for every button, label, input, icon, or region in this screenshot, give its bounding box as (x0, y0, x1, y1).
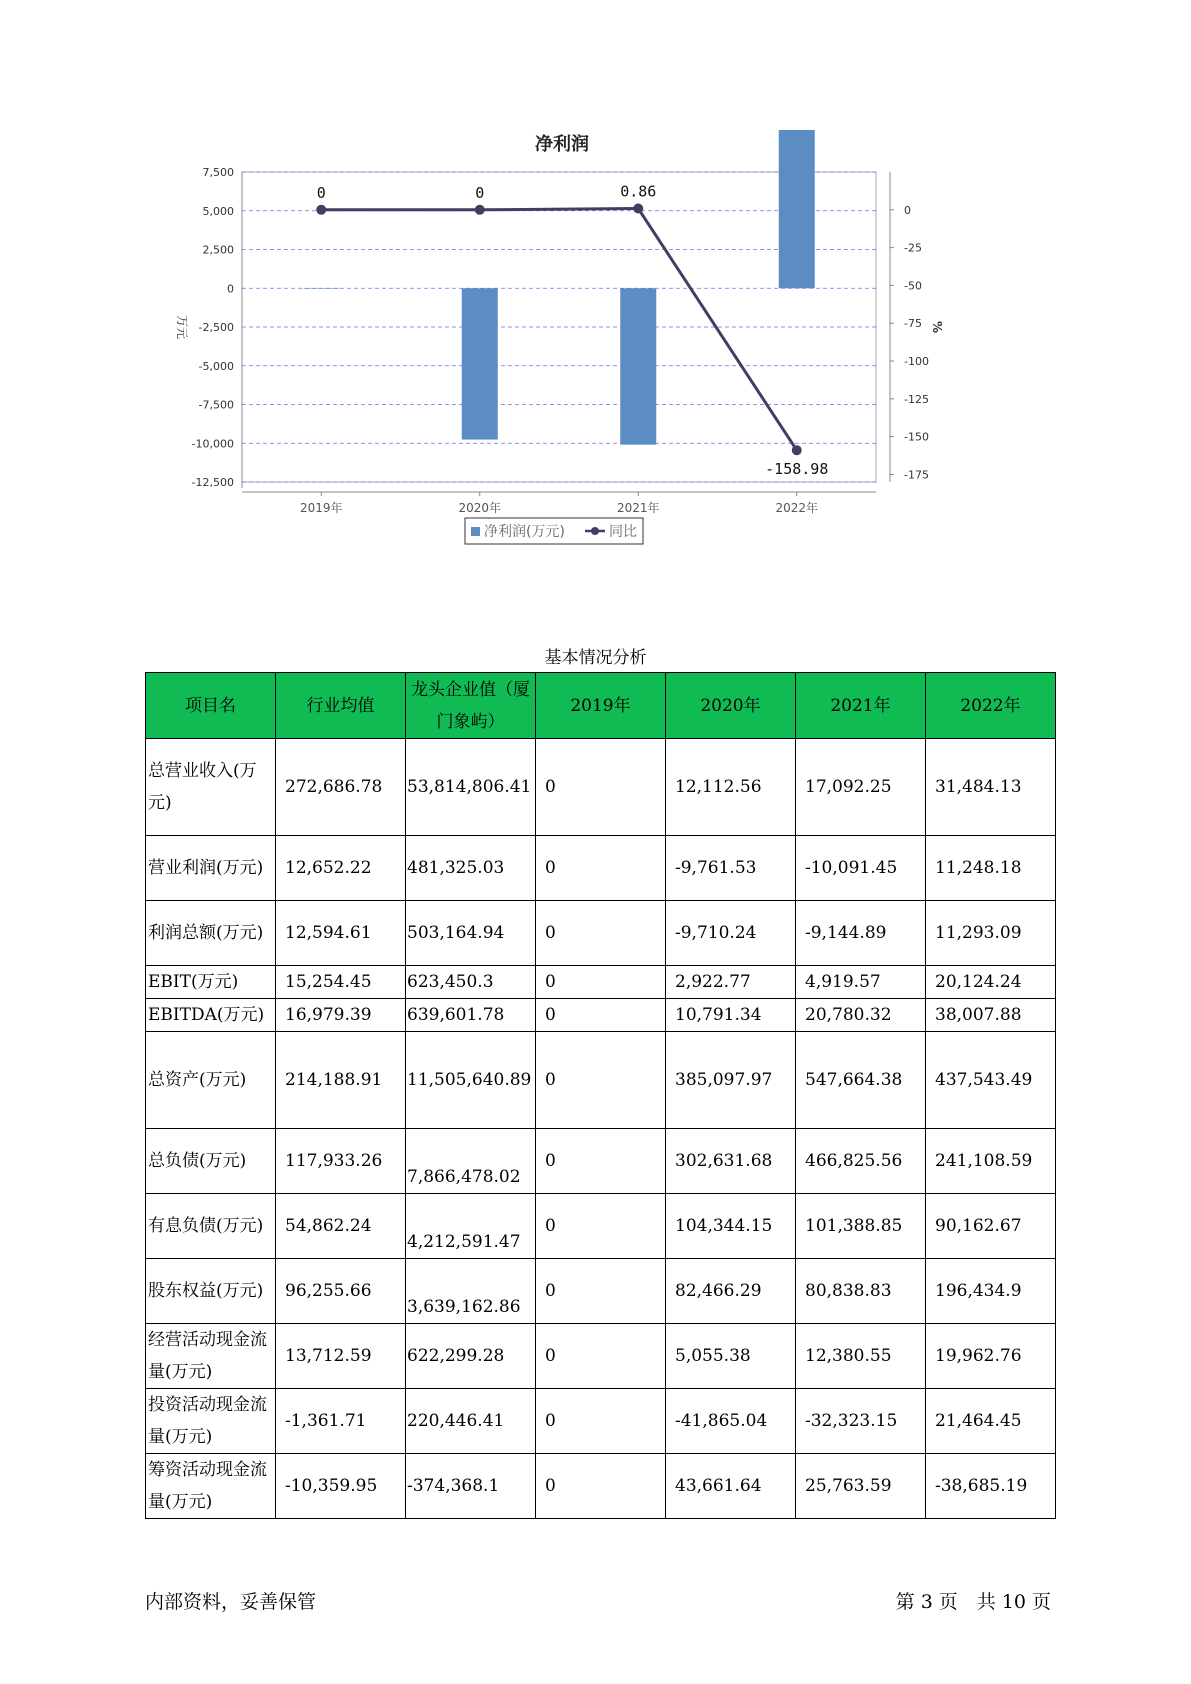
page-current: 3 (920, 1591, 933, 1613)
bar (303, 288, 339, 289)
row-cell: 0 (536, 1194, 666, 1259)
table-row (146, 1454, 1056, 1519)
row-cell: 82,466.29 (666, 1259, 796, 1324)
page-total: 10 (1001, 1591, 1026, 1613)
row-cell: -9,144.89 (796, 901, 926, 966)
row-cell: 0 (536, 739, 666, 836)
row-cell: 31,484.13 (926, 739, 1056, 836)
data-label: 0.86 (620, 182, 657, 201)
right-tick-label: -150 (904, 430, 929, 444)
x-tick-label: 2019年 (299, 501, 343, 515)
row-name: 总营业收入(万元) (146, 739, 276, 836)
row-cell: 90,162.67 (926, 1194, 1056, 1259)
header-2022: 2022年 (926, 673, 1056, 739)
row-cell: 11,505,640.89 (406, 1032, 536, 1129)
x-tick-label: 2022年 (775, 501, 819, 515)
row-cell: 11,248.18 (926, 836, 1056, 901)
line-point (475, 205, 485, 215)
table-row (146, 1324, 1056, 1389)
bar (779, 130, 815, 288)
page-suffix: 页 (1031, 1591, 1051, 1613)
row-cell: 0 (536, 901, 666, 966)
row-name: 总负债(万元) (146, 1129, 276, 1194)
right-tick-label: 0 (904, 203, 911, 217)
header-industry-avg: 行业均值 (276, 673, 406, 739)
data-label: 0 (475, 183, 485, 202)
row-cell: 0 (536, 836, 666, 901)
page-indicator (893, 1587, 1054, 1614)
table-header-row (146, 673, 1056, 739)
row-name: 有息负债(万元) (146, 1194, 276, 1259)
right-tick-label: -25 (904, 241, 922, 255)
right-tick-label: -50 (904, 279, 922, 293)
row-name: 经营活动现金流量(万元) (146, 1324, 276, 1389)
row-cell: 11,293.09 (926, 901, 1056, 966)
row-cell: 38,007.88 (926, 999, 1056, 1032)
line-point (792, 445, 802, 455)
row-cell: 21,464.45 (926, 1389, 1056, 1454)
row-cell: 0 (536, 1032, 666, 1129)
row-cell: 13,712.59 (276, 1324, 406, 1389)
row-cell: 220,446.41 (406, 1389, 536, 1454)
left-tick-label: 7,500 (202, 166, 234, 179)
legend-bar-swatch (471, 527, 480, 536)
row-cell: 16,979.39 (276, 999, 406, 1032)
row-cell: 2,922.77 (666, 966, 796, 999)
row-cell: -41,865.04 (666, 1389, 796, 1454)
data-label: -158.98 (765, 460, 829, 479)
row-cell: 96,255.66 (276, 1259, 406, 1324)
row-cell: 0 (536, 1129, 666, 1194)
left-tick-label: -2,500 (198, 321, 234, 334)
x-tick-label: 2021年 (616, 501, 660, 515)
data-label: 0 (316, 183, 326, 202)
table-row (146, 1194, 1056, 1259)
legend-bar-label: 净利润(万元) (484, 524, 565, 540)
right-tick-label: -75 (904, 317, 922, 331)
row-cell: 10,791.34 (666, 999, 796, 1032)
header-2020: 2020年 (666, 673, 796, 739)
right-tick-label: -175 (904, 468, 929, 482)
row-cell: 214,188.91 (276, 1032, 406, 1129)
row-name: 投资活动现金流量(万元) (146, 1389, 276, 1454)
row-cell: 17,092.25 (796, 739, 926, 836)
chart-svg (150, 130, 980, 600)
row-cell: 4,919.57 (796, 966, 926, 999)
table-row (146, 999, 1056, 1032)
right-axis-title: % (930, 320, 944, 334)
left-tick-label: 5,000 (202, 204, 234, 218)
row-cell: 20,124.24 (926, 966, 1056, 999)
row-cell: -9,761.53 (666, 836, 796, 901)
header-leader-value: 龙头企业值（厦门象屿） (406, 673, 536, 739)
row-cell: 0 (536, 999, 666, 1032)
row-cell: 7,866,478.02 (406, 1129, 536, 1194)
row-cell: 622,299.28 (406, 1324, 536, 1389)
row-cell: 104,344.15 (666, 1194, 796, 1259)
row-name: 利润总额(万元) (146, 901, 276, 966)
row-cell: 385,097.97 (666, 1032, 796, 1129)
row-name: 营业利润(万元) (146, 836, 276, 901)
table-row (146, 1389, 1056, 1454)
chart-title: 净利润 (535, 134, 589, 155)
row-cell: 101,388.85 (796, 1194, 926, 1259)
page-mid: 页 共 (938, 1591, 996, 1613)
header-item-name: 项目名 (146, 673, 276, 739)
basic-analysis-table (145, 672, 1056, 1519)
right-tick-label: -125 (904, 392, 929, 406)
line-point (633, 204, 643, 214)
row-cell: 15,254.45 (276, 966, 406, 999)
table-row (146, 836, 1056, 901)
row-cell: -38,685.19 (926, 1454, 1056, 1519)
row-name: EBIT(万元) (146, 966, 276, 999)
row-cell: 12,380.55 (796, 1324, 926, 1389)
row-cell: 25,763.59 (796, 1454, 926, 1519)
left-tick-label: 2,500 (202, 243, 234, 257)
confidential-note: 内部资料，妥善保管 (145, 1591, 317, 1613)
bar (620, 288, 656, 444)
row-cell: -10,359.95 (276, 1454, 406, 1519)
row-cell: 5,055.38 (666, 1324, 796, 1389)
row-cell: 20,780.32 (796, 999, 926, 1032)
row-name: 股东权益(万元) (146, 1259, 276, 1324)
row-cell: 0 (536, 1324, 666, 1389)
row-cell: 80,838.83 (796, 1259, 926, 1324)
bar (462, 288, 498, 439)
row-cell: 43,661.64 (666, 1454, 796, 1519)
left-tick-label: -12,500 (191, 476, 234, 489)
left-tick-label: -5,000 (198, 359, 234, 373)
right-tick-label: -100 (904, 355, 929, 369)
table-row (146, 1032, 1056, 1129)
row-cell: 54,862.24 (276, 1194, 406, 1259)
table-row (146, 1259, 1056, 1324)
row-cell: 0 (536, 1454, 666, 1519)
header-2021: 2021年 (796, 673, 926, 739)
legend-line-marker (591, 527, 599, 535)
table-row (146, 739, 1056, 836)
row-cell: 639,601.78 (406, 999, 536, 1032)
row-cell: 241,108.59 (926, 1129, 1056, 1194)
left-tick-label: -7,500 (198, 398, 234, 412)
row-cell: 3,639,162.86 (406, 1259, 536, 1324)
line-point (316, 205, 326, 215)
row-cell: 302,631.68 (666, 1129, 796, 1194)
row-cell: -10,091.45 (796, 836, 926, 901)
page-prefix: 第 (895, 1591, 915, 1613)
row-cell: 0 (536, 1259, 666, 1324)
row-cell: 437,543.49 (926, 1032, 1056, 1129)
row-cell: -32,323.15 (796, 1389, 926, 1454)
legend-line-label: 同比 (609, 524, 637, 540)
table-row (146, 1129, 1056, 1194)
row-cell: -1,361.71 (276, 1389, 406, 1454)
left-axis-title: 万元 (175, 314, 189, 340)
row-name: 总资产(万元) (146, 1032, 276, 1129)
table-caption: 基本情况分析 (544, 648, 647, 668)
row-cell: 12,652.22 (276, 836, 406, 901)
row-cell: 272,686.78 (276, 739, 406, 836)
header-2019: 2019年 (536, 673, 666, 739)
row-cell: 0 (536, 1389, 666, 1454)
table-body (146, 739, 1056, 1519)
row-cell: 503,164.94 (406, 901, 536, 966)
row-cell: 623,450.3 (406, 966, 536, 999)
left-tick-label: 0 (227, 282, 234, 296)
row-cell: 466,825.56 (796, 1129, 926, 1194)
row-cell: 0 (536, 966, 666, 999)
net-profit-chart (150, 130, 980, 600)
row-cell: -9,710.24 (666, 901, 796, 966)
row-cell: 12,112.56 (666, 739, 796, 836)
row-cell: 547,664.38 (796, 1032, 926, 1129)
x-tick-label: 2020年 (458, 501, 502, 515)
yoy-line (321, 209, 797, 451)
left-tick-label: -10,000 (191, 437, 234, 451)
row-cell: 19,962.76 (926, 1324, 1056, 1389)
row-cell: 196,434.9 (926, 1259, 1056, 1324)
row-cell: 117,933.26 (276, 1129, 406, 1194)
table-row (146, 966, 1056, 999)
row-cell: -374,368.1 (406, 1454, 536, 1519)
row-cell: 53,814,806.41 (406, 739, 536, 836)
row-name: 筹资活动现金流量(万元) (146, 1454, 276, 1519)
row-cell: 4,212,591.47 (406, 1194, 536, 1259)
row-cell: 481,325.03 (406, 836, 536, 901)
row-cell: 12,594.61 (276, 901, 406, 966)
row-name: EBITDA(万元) (146, 999, 276, 1032)
table-row (146, 901, 1056, 966)
